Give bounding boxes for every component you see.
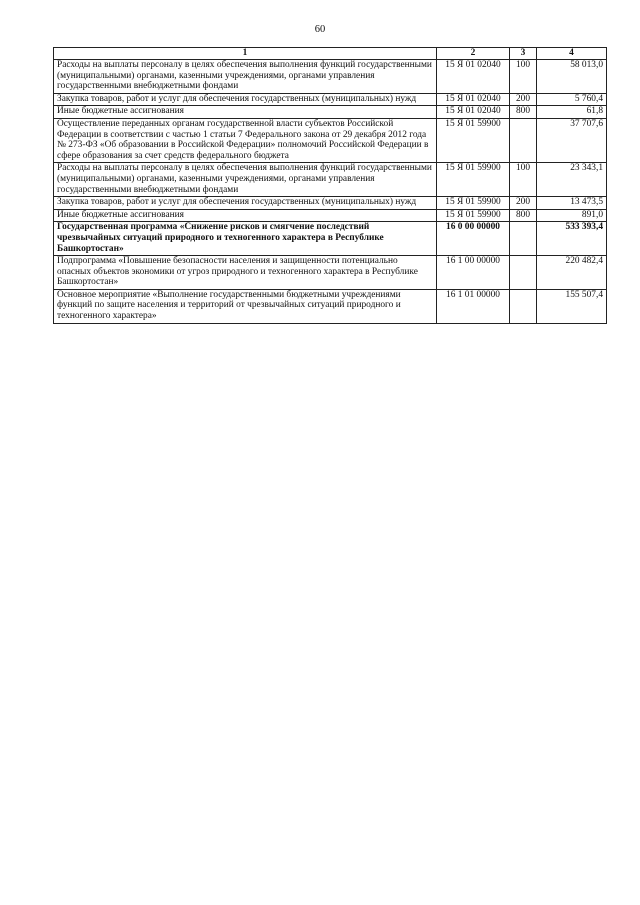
table-header-row <box>54 48 607 60</box>
row-name: Расходы на выплаты персоналу в целях обеспечения выполнения функций государственными (муниципальными) органами, казенными учреждениями, органами управления государственными внебюджетными фондами <box>54 60 437 94</box>
row-sum: 891,0 <box>537 209 607 222</box>
table-row <box>54 60 607 94</box>
table-row <box>54 163 607 197</box>
row-code: 15 Я 01 59900 <box>437 118 510 162</box>
row-sum: 220 482,4 <box>537 256 607 290</box>
row-code: 16 1 00 00000 <box>437 256 510 290</box>
table-row <box>54 106 607 119</box>
row-type: 100 <box>510 60 537 94</box>
table-row <box>54 118 607 162</box>
row-type: 800 <box>510 106 537 119</box>
row-sum: 5 760,4 <box>537 93 607 106</box>
row-sum: 13 473,5 <box>537 197 607 210</box>
row-code: 15 Я 01 02040 <box>437 106 510 119</box>
row-sum: 37 707,6 <box>537 118 607 162</box>
row-name: Государственная программа «Снижение рисков и смягчение последствий чрезвычайных ситуаций природного и техногенного характера в Республике Башкортостан» <box>54 222 437 256</box>
page-number: 60 <box>314 24 326 35</box>
row-sum: 533 393,4 <box>537 222 607 256</box>
row-sum: 61,8 <box>537 106 607 119</box>
row-code: 16 0 00 00000 <box>437 222 510 256</box>
row-type <box>510 222 537 256</box>
row-type <box>510 256 537 290</box>
row-name: Осуществление переданных органам государственной власти субъектов Российской Федерации в соответствии с частью 1 статьи 7 Федерального закона от 29 декабря 2012 года № 273-ФЗ «Об образовании в Российской Федерации» полномочий Российской Федерации в сфере образования за счет средств федерального бюджета <box>54 118 437 162</box>
row-type: 800 <box>510 209 537 222</box>
row-name: Основное мероприятие «Выполнение государственными бюджетными учреждениями функций по защите населения и территорий от чрезвычайных ситуаций природного и техногенного характера» <box>54 289 437 323</box>
row-name: Иные бюджетные ассигнования <box>54 209 437 222</box>
row-type: 200 <box>510 197 537 210</box>
column-header-type: 3 <box>510 48 537 60</box>
column-header-sum: 4 <box>537 48 607 60</box>
budget-table <box>53 47 607 324</box>
row-code: 15 Я 01 59900 <box>437 163 510 197</box>
row-name: Расходы на выплаты персоналу в целях обеспечения выполнения функций государственными (муниципальными) органами, казенными учреждениями, органами управления государственными внебюджетными фондами <box>54 163 437 197</box>
row-name: Иные бюджетные ассигнования <box>54 106 437 119</box>
row-name: Подпрограмма «Повышение безопасности населения и защищенности потенциально опасных объектов экономики от угроз природного и техногенного характера в Республике Башкортостан» <box>54 256 437 290</box>
table-row-program <box>54 222 607 256</box>
row-code: 15 Я 01 59900 <box>437 197 510 210</box>
row-name: Закупка товаров, работ и услуг для обеспечения государственных (муниципальных) нужд <box>54 93 437 106</box>
row-code: 16 1 01 00000 <box>437 289 510 323</box>
row-type <box>510 289 537 323</box>
table-row <box>54 197 607 210</box>
table-row <box>54 93 607 106</box>
row-sum: 23 343,1 <box>537 163 607 197</box>
row-code: 15 Я 01 02040 <box>437 60 510 94</box>
column-header-name: 1 <box>54 48 437 60</box>
row-code: 15 Я 01 02040 <box>437 93 510 106</box>
row-name: Закупка товаров, работ и услуг для обеспечения государственных (муниципальных) нужд <box>54 197 437 210</box>
table-row <box>54 209 607 222</box>
row-type: 200 <box>510 93 537 106</box>
table-row <box>54 256 607 290</box>
row-sum: 155 507,4 <box>537 289 607 323</box>
table-row <box>54 289 607 323</box>
row-type <box>510 118 537 162</box>
row-sum: 58 013,0 <box>537 60 607 94</box>
column-header-code: 2 <box>437 48 510 60</box>
row-code: 15 Я 01 59900 <box>437 209 510 222</box>
row-type: 100 <box>510 163 537 197</box>
